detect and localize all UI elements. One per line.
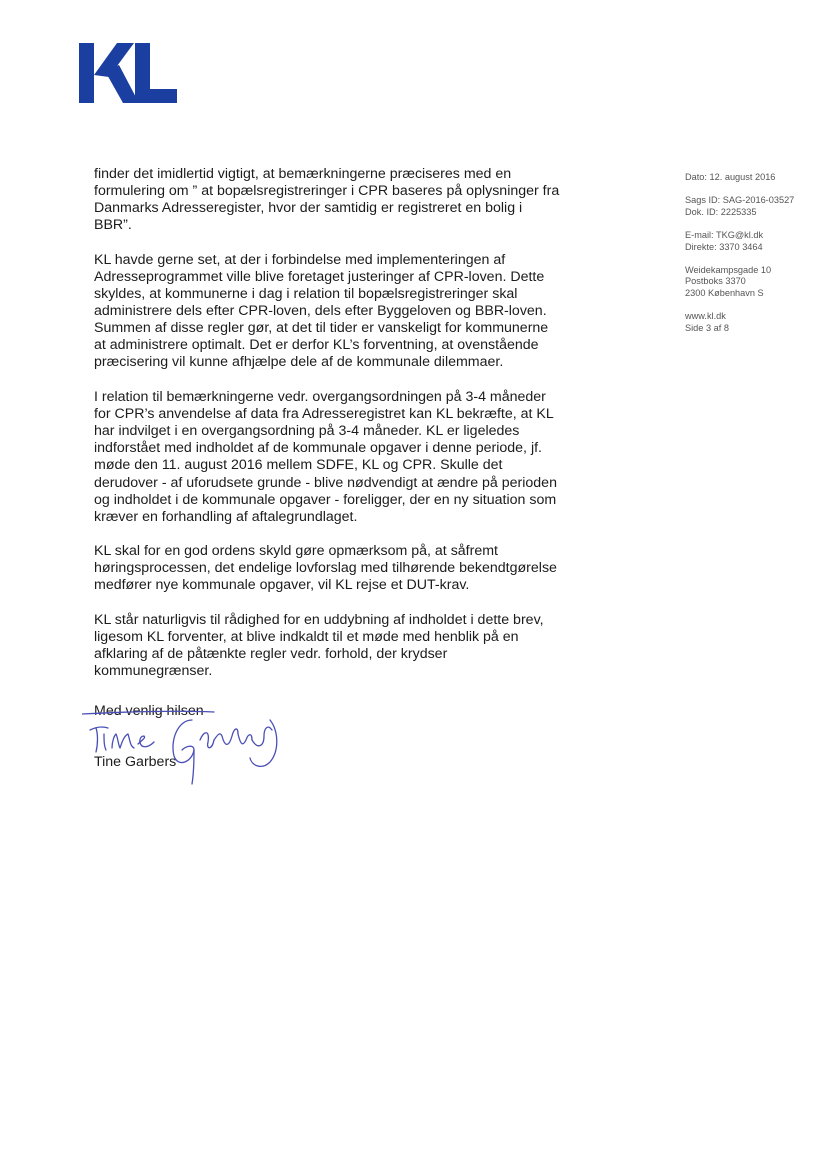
- letter-meta: [685, 172, 815, 346]
- paragraph: KL skal for en god ordens skyld gøre opmærksom på, at såfremt høringsprocessen, det endelige lovforslag med tilhørende bekendtgørelse medfører nye kommunale opgaver, vil KL rejse et DUT-krav.: [94, 543, 557, 594]
- contact-block: [685, 230, 815, 253]
- paragraph: KL havde gerne set, at der i forbindelse med implementeringen af Adresseprogrammet ville blive foretaget justeringer af CPR-loven. Dette skyldes, at kommunerne i dag i relation til bopælsregistreringer skal administrere dels efter CPR-loven, dels efter Byggeloven og BBR-loven. Summen af disse regler gør, at det til tider er vanskeligt for kommunerne at administrere optimalt. Det er derfor KL’s forventning, at ovenstående præcisering vil kunne afhjælpe dele af de kommunale dilemmaer.: [94, 251, 549, 371]
- case-id: Sags ID: SAG-2016-03527: [685, 195, 795, 206]
- website: www.kl.dk: [685, 311, 726, 322]
- signatory-name: Tine Garbers: [94, 754, 177, 771]
- address-box: Postboks 3370: [685, 276, 746, 287]
- address-city: 2300 København S: [685, 287, 764, 298]
- letter-date: Dato: 12. august 2016: [685, 172, 776, 182]
- address-street: Weidekampsgade 10: [685, 264, 772, 275]
- handwritten-signature: [82, 700, 282, 792]
- letter-body: [94, 166, 562, 698]
- paragraph: I relation til bemærkningerne vedr. overgangsordningen på 3-4 måneder for CPR’s anvendelse af data fra Adresseregistret kan KL bekræfte, at KL har indvilget i en overgangsordning på 3-4 måneder. KL er ligeledes indforstået med indholdet af de kommunale opgaver i denne periode, jf. møde den 11. august 2016 mellem SDFE, KL og CPR. Skulle det derudover - af uforudsete grunde - blive nødvendigt at ændre på perioden og indholdet i de kommunale opgaver - foreligger, der en ny situation som kræver en forhandling af aftalegrundlaget.: [94, 389, 557, 525]
- paragraph: finder det imidlertid vigtigt, at bemærkningerne præciseres med en formulering om ” at bopælsregistreringer i CPR baseres på oplysninger fra Danmarks Adresseregister, hvor der samtidig er registreret en bolig i BBR”.: [94, 166, 560, 234]
- date-block: [685, 172, 815, 184]
- email: E-mail: TKG@kl.dk: [685, 229, 764, 240]
- kl-logo-mark: [79, 43, 177, 103]
- document-id: Dok. ID: 2225335: [685, 206, 757, 217]
- reference-block: [685, 195, 815, 218]
- paragraph: KL står naturligvis til rådighed for en uddybning af indholdet i dette brev, ligesom KL forventer, at blive indkaldt til et møde med henblik på en afklaring af de påtænkte regler vedr. forhold, der krydser kommunegrænser.: [94, 612, 544, 680]
- web-block: [685, 311, 815, 334]
- direct-phone: Direkte: 3370 3464: [685, 241, 763, 252]
- greeting: Med venlig hilsen: [94, 703, 204, 719]
- kl-logo: [79, 43, 177, 103]
- page-number: Side 3 af 8: [685, 322, 729, 333]
- address-block: [685, 265, 815, 300]
